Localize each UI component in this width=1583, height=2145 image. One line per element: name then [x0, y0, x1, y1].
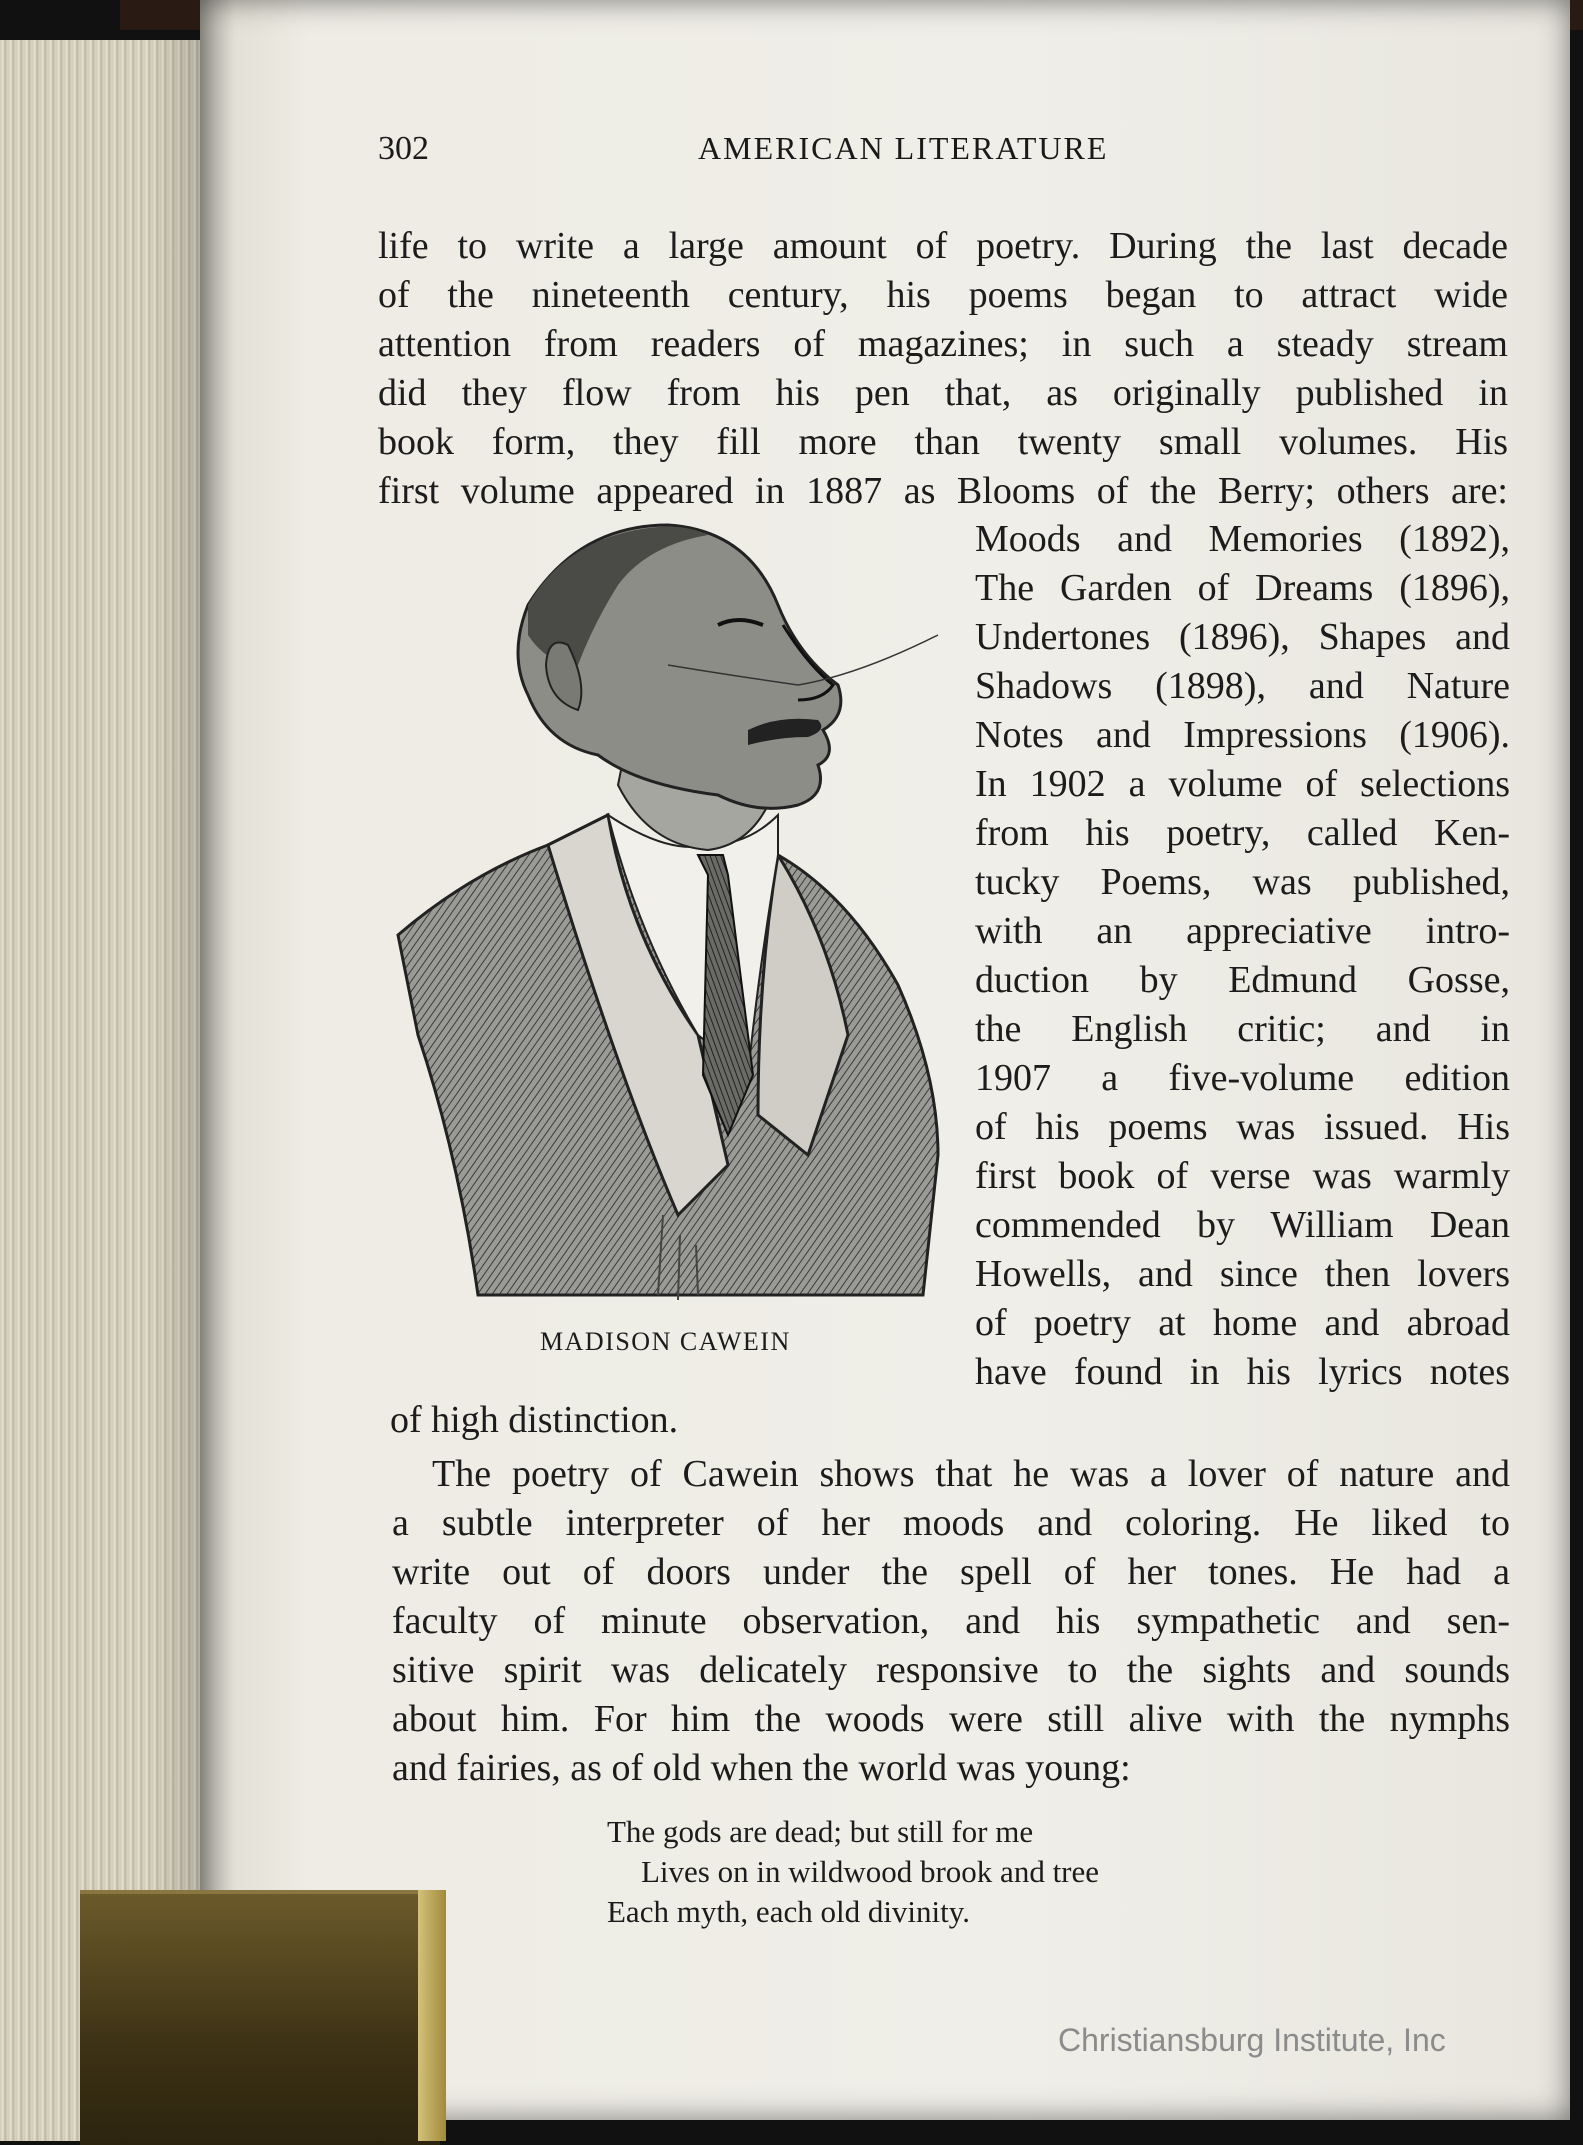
- text-line: write out of doors under the spell of her tones. He had a: [392, 1551, 1510, 1593]
- text-line: attention from readers of magazines; in such a steady stream: [378, 323, 1508, 365]
- text-line: first volume appeared in 1887 as Blooms of the Berry; others are:: [378, 470, 1508, 512]
- text-line: Undertones (1896), Shapes and: [975, 616, 1510, 658]
- text-line: of poetry at home and abroad: [975, 1302, 1510, 1344]
- book-stand-side: [418, 1890, 446, 2141]
- page-header: [378, 130, 1508, 180]
- poem-line: Lives on in wildwood brook and tree: [641, 1854, 1100, 1889]
- text-line: tucky Poems, was published,: [975, 861, 1510, 903]
- portrait-engraving: [378, 515, 958, 1305]
- text-line: Notes and Impressions (1906).: [975, 714, 1510, 756]
- text-line: of the nineteenth century, his poems began to attract wide: [378, 274, 1508, 316]
- paragraph-1: [378, 222, 1508, 516]
- text-line: first book of verse was warmly: [975, 1155, 1510, 1197]
- wrapped-text-column: [975, 515, 1510, 1397]
- paragraph-2: [392, 1450, 1510, 1793]
- text-line: duction by Edmund Gosse,: [975, 959, 1510, 1001]
- poem-quote: [607, 1812, 1099, 1932]
- text-line: Howells, and since then lovers: [975, 1253, 1510, 1295]
- text-line: the English critic; and in: [975, 1008, 1510, 1050]
- text-line: In 1902 a volume of selections: [975, 763, 1510, 805]
- text-line: of high distinction.: [390, 1399, 679, 1441]
- text-line: life to write a large amount of poetry. During the last decade: [378, 225, 1508, 267]
- watermark: Christiansburg Institute, Inc: [1058, 2022, 1446, 2058]
- text-line: 1907 a five-volume edition: [975, 1057, 1510, 1099]
- text-line: commended by William Dean: [975, 1204, 1510, 1246]
- poem-line: The gods are dead; but still for me: [607, 1814, 1034, 1849]
- text-line: and fairies, as of old when the world was young:: [392, 1747, 1131, 1789]
- text-line: faculty of minute observation, and his sympathetic and sen-: [392, 1600, 1510, 1642]
- text-line: did they flow from his pen that, as originally published in: [378, 372, 1508, 414]
- text-line: from his poetry, called Ken-: [975, 812, 1510, 854]
- paragraph-1-end: [390, 1396, 1510, 1445]
- text-line: sitive spirit was delicately responsive to the sights and sounds: [392, 1649, 1510, 1691]
- text-line: book form, they fill more than twenty small volumes. His: [378, 421, 1508, 463]
- text-line: have found in his lyrics notes: [975, 1351, 1510, 1393]
- poem-line: Each myth, each old divinity.: [607, 1894, 971, 1929]
- text-line: about him. For him the woods were still alive with the nymphs: [392, 1698, 1510, 1740]
- text-line: Shadows (1898), and Nature: [975, 665, 1510, 707]
- portrait-illustration: [378, 515, 958, 1305]
- book-stand-block: [80, 1890, 440, 2145]
- page-gutter-shadow: [200, 0, 235, 2120]
- text-line: a subtle interpreter of her moods and coloring. He liked to: [392, 1502, 1510, 1544]
- text-line: Moods and Memories (1892),: [975, 518, 1510, 560]
- running-head: AMERICAN LITERATURE: [698, 130, 1109, 166]
- text-line: of his poems was issued. His: [975, 1106, 1510, 1148]
- text-line: The Garden of Dreams (1896),: [975, 567, 1510, 609]
- page-number: 302: [378, 130, 429, 167]
- text-line: with an appreciative intro-: [975, 910, 1510, 952]
- figure-caption: MADISON CAWEIN: [540, 1327, 791, 1356]
- text-line: The poetry of Cawein shows that he was a lover of nature and: [432, 1453, 1510, 1495]
